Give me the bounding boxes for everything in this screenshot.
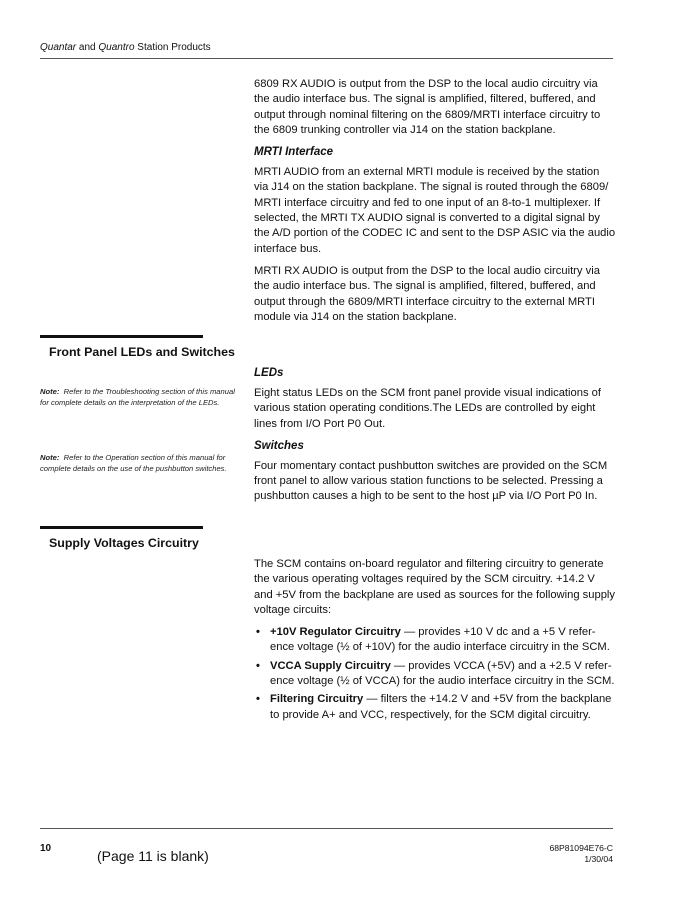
bullet-term: +10V Regulator Circuitry <box>270 626 401 639</box>
header-and: and <box>76 42 99 53</box>
blank-page-note: (Page 11 is blank) <box>97 848 209 864</box>
para-supply-intro: The SCM contains on-board regulator and filtering circuitry to generate the various operating voltages required by the SCM circuitry. +14.2 V and +5V from the backplane are used as sources for the following supply voltage circuits: <box>254 558 616 616</box>
header-rest: Station Products <box>134 42 211 53</box>
para-6809-rx-audio: 6809 RX AUDIO is output from the DSP to the local audio circuitry via the audio interface bus. The signal is amplified, filtered, buffered, and output through nominal filtering on the 6809/MRTI interface circuitry to the 6809 trunking controller via J14 on the station backplane. <box>254 78 601 136</box>
bullet-term: Filtering Circuitry <box>270 693 364 706</box>
bullet-icon: • <box>256 659 260 672</box>
front-panel-body <box>254 366 616 512</box>
bullet-text: — provides +10 V dc and a +5 V refer-ence voltage (½ of +10V) for the audio interface circuitry in the SCM. <box>270 626 610 654</box>
note-label: Note: <box>40 453 60 462</box>
doc-date: 1/30/04 <box>584 854 613 864</box>
doc-id: 68P81094E76-C <box>549 843 613 853</box>
header-brand-quantro: Quantro <box>98 42 135 53</box>
section-bar-front-panel <box>40 335 203 338</box>
mrti-interface-heading: MRTI Interface <box>254 146 334 159</box>
page-number: 10 <box>40 843 52 854</box>
switches-heading: Switches <box>254 439 304 452</box>
body-top <box>254 77 616 332</box>
bullet-text: — provides VCCA (+5V) and a +2.5 V refer-ence voltage (½ of VCCA) for the audio interface circuitry in the SCM. <box>270 659 615 688</box>
supply-body <box>254 557 616 726</box>
bullet-text: — filters the +14.2 V and +5V from the backplane to provide A+ and VCC, respectively, for the SCM digital circuitry. <box>270 693 612 721</box>
running-header <box>40 42 211 53</box>
bullet-term: VCCA Supply Circuitry <box>270 659 391 672</box>
note-label: Note: <box>40 387 60 396</box>
section-bar-supply <box>40 526 203 529</box>
note-operation <box>40 453 236 474</box>
note-text: Refer to the Operation section of this manual for complete details on the use of the pushbutton switches. <box>40 453 227 473</box>
section-title-supply: Supply Voltages Circuitry <box>49 536 199 550</box>
list-item <box>254 659 616 690</box>
note-text: Refer to the Troubleshooting section of this manual for complete details on the interpretation of the LEDs. <box>40 387 235 407</box>
supply-bullet-list <box>254 625 616 723</box>
para-switches: Four momentary contact pushbutton switches are provided on the SCM front panel to allow various station functions to be selected. Pressing a pushbutton causes a high to be sent to the host µP via I/O Port P0 In. <box>254 459 608 503</box>
para-mrti-audio: MRTI AUDIO from an external MRTI module is received by the station via J14 on the station backplane. The signal is routed through the 6809/ MRTI interface circuitry and fed to one input of an 8-to-1 multiplexer. If selected, the MRTI TX AUDIO signal is converted to a digital signal by the A/D portion of the CODEC IC and sent to the DSP ASIC via the audio interface bus. <box>254 166 616 255</box>
section-title-front-panel: Front Panel LEDs and Switches <box>49 345 235 359</box>
header-rule <box>40 58 613 59</box>
bullet-icon: • <box>256 626 260 639</box>
list-item <box>254 692 616 723</box>
footer-doc-info <box>480 843 613 865</box>
leds-heading: LEDs <box>254 367 284 379</box>
list-item <box>254 625 616 656</box>
para-leds: Eight status LEDs on the SCM front panel provide visual indications of various station operating conditions.The LEDs are controlled by eight lines from I/O Port P0 Out. <box>254 387 601 430</box>
bullet-icon: • <box>256 693 260 706</box>
header-brand-quantar: Quantar <box>40 42 77 53</box>
para-mrti-rx-audio: MRTI RX AUDIO is output from the DSP to the local audio circuitry via the audio interface bus. The signal is amplified, filtered, buffered, and output through the 6809/MRTI interface circuitry to the external MRTI module via J14 on the station backplane. <box>254 264 600 323</box>
note-troubleshooting <box>40 387 236 408</box>
footer-rule <box>40 828 613 829</box>
